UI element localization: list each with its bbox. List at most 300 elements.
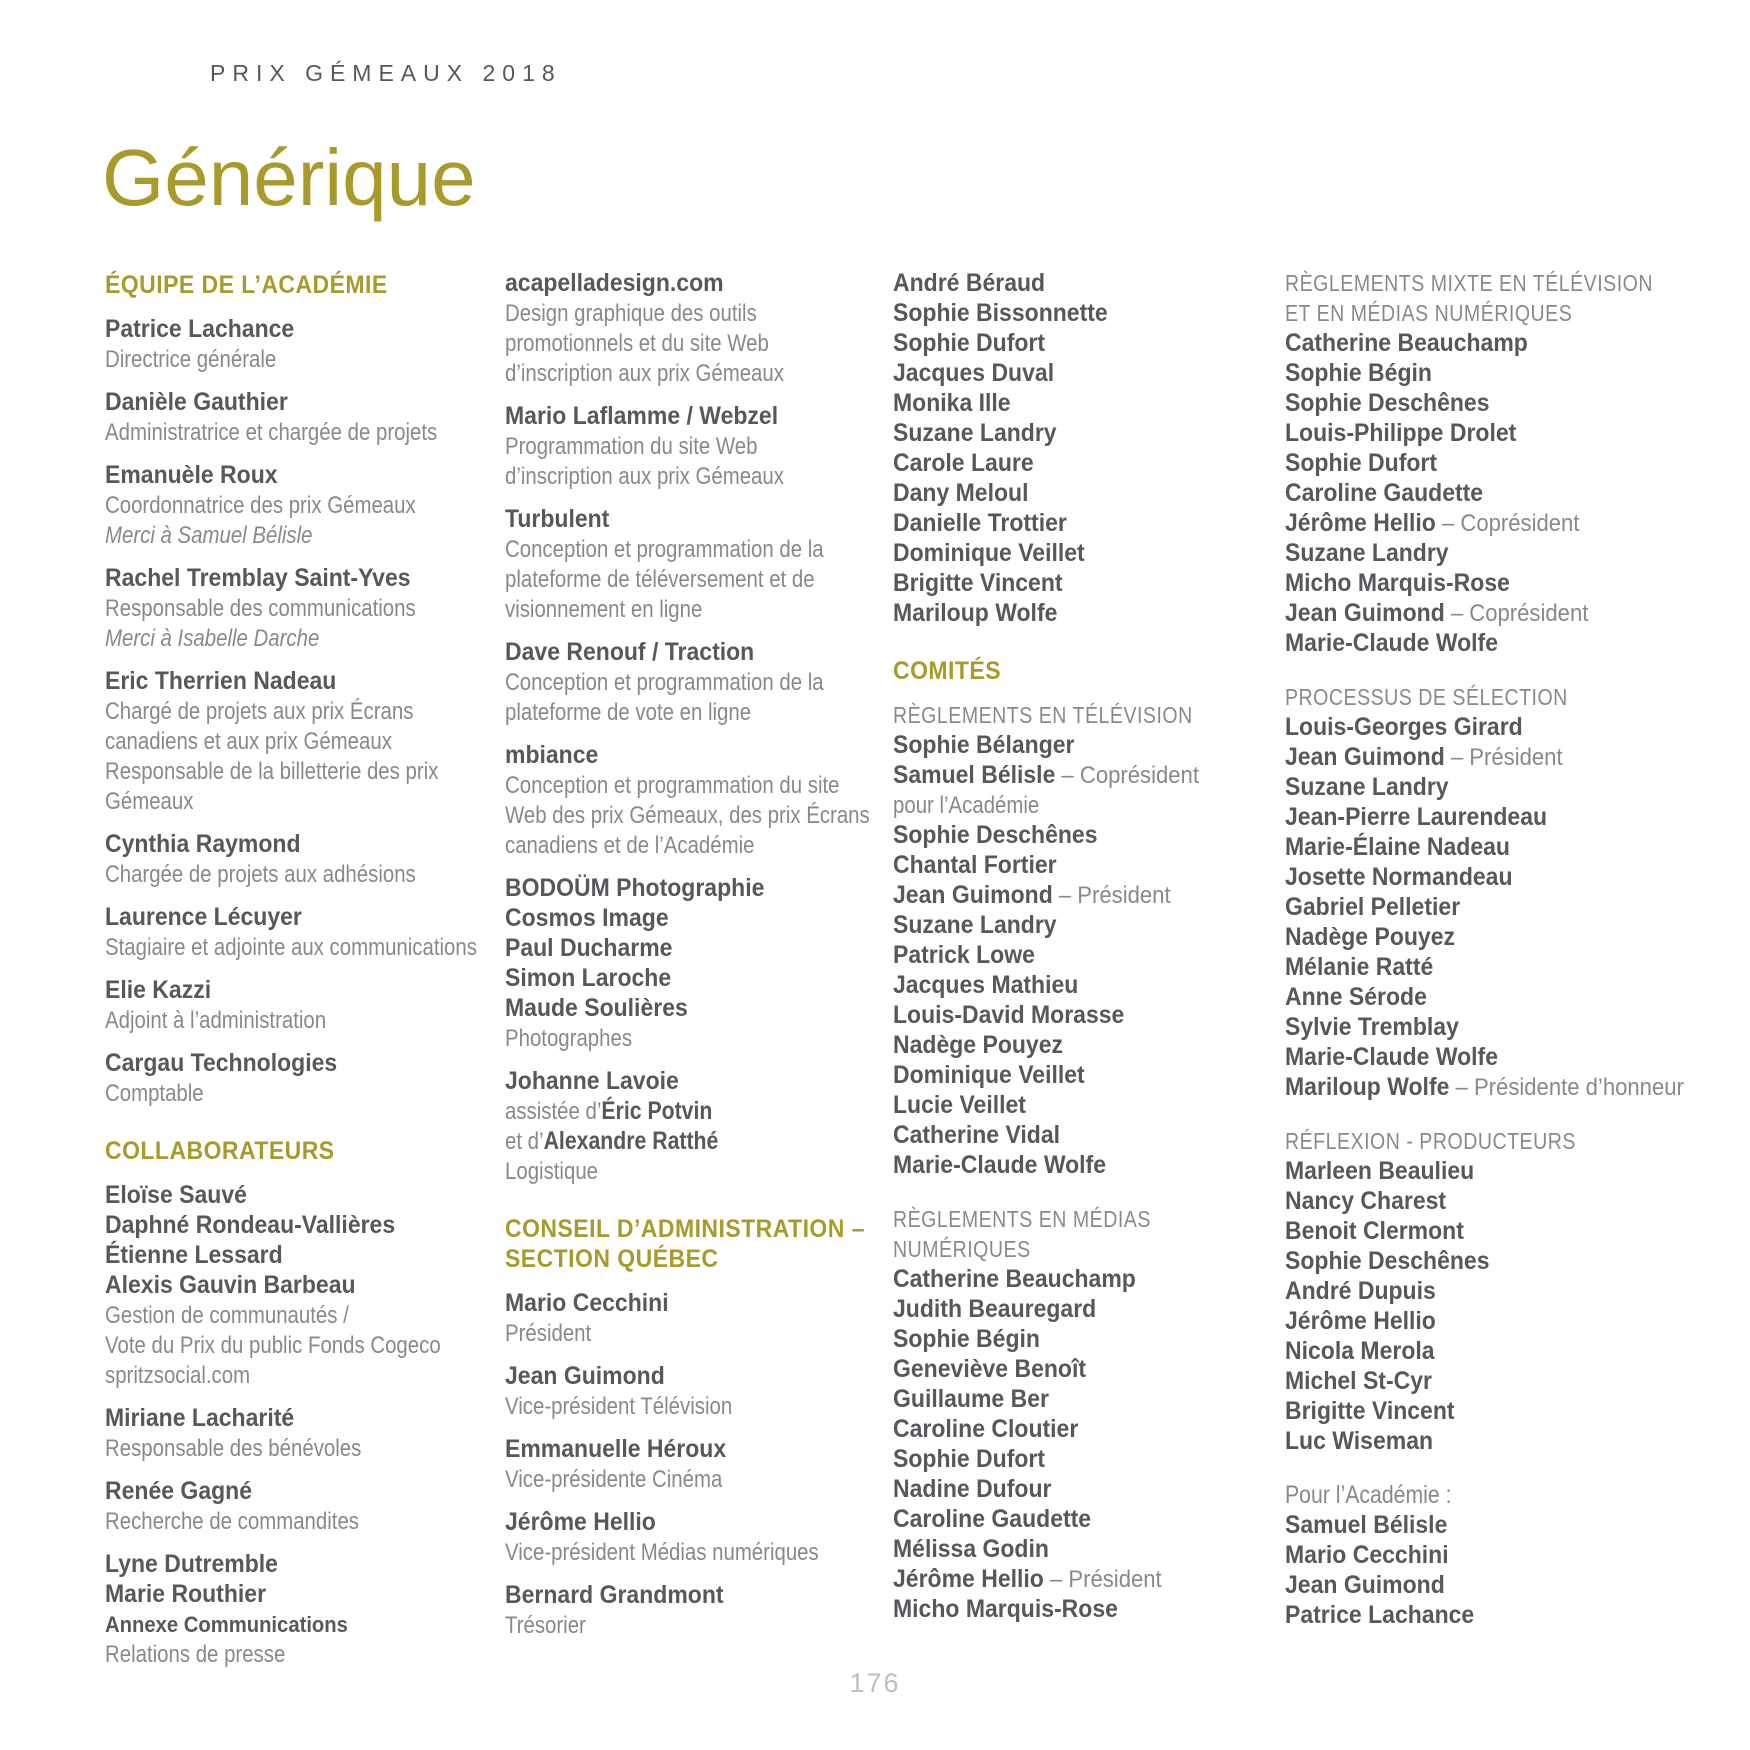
role-text: canadiens et de l’Académie xyxy=(505,832,755,859)
name-text: Suzane Landry xyxy=(893,911,1057,939)
name-text: Mélanie Ratté xyxy=(1285,953,1434,981)
name-text: Patrick Lowe xyxy=(893,941,1035,969)
credit-entry xyxy=(105,1478,497,1538)
credit-name xyxy=(1285,1248,1646,1278)
role-text: RÉFLEXION - PRODUCTEURS xyxy=(1285,1128,1576,1154)
group-label xyxy=(893,702,1226,732)
name-text: Carole Laure xyxy=(893,449,1034,477)
credit-name xyxy=(105,977,466,1007)
credit-name xyxy=(505,965,866,995)
credit-name xyxy=(893,420,1254,450)
name-text: Danielle Trottier xyxy=(893,509,1067,537)
credit-entry xyxy=(505,875,897,1055)
credit-name xyxy=(1285,570,1646,600)
credit-name xyxy=(893,1446,1254,1476)
credit-entry xyxy=(105,316,497,376)
name-text: Catherine Beauchamp xyxy=(893,1265,1136,1293)
name-text: Bernard Grandmont xyxy=(505,1581,724,1609)
page-title: Générique xyxy=(102,133,476,222)
credit-role xyxy=(105,758,438,788)
credit-name xyxy=(105,316,466,346)
credit-role xyxy=(105,728,438,758)
name-text: Jean Guimond xyxy=(893,881,1053,909)
role-text: pour l’Académie xyxy=(893,792,1040,819)
name-text: Marie Routhier xyxy=(105,1580,267,1608)
credit-name xyxy=(893,1596,1254,1626)
name-text: Laurence Lécuyer xyxy=(105,903,302,931)
name-text: Jérôme Hellio xyxy=(505,1508,656,1536)
section-heading xyxy=(893,656,1285,686)
name-text: Louis-Georges Girard xyxy=(1285,713,1523,741)
name-text: Emmanuelle Héroux xyxy=(505,1435,727,1463)
name-text: Eloïse Sauvé xyxy=(105,1181,247,1209)
credit-name xyxy=(893,852,1254,882)
name-text: Jean Guimond xyxy=(1285,1571,1445,1599)
name-text: Nicola Merola xyxy=(1285,1337,1435,1365)
name-text: Josette Normandeau xyxy=(1285,863,1513,891)
credit-name xyxy=(505,1290,866,1320)
role-text: – Coprésident xyxy=(1055,762,1199,789)
role-text: d’inscription aux prix Gémeaux xyxy=(505,463,784,490)
credit-name xyxy=(1285,1044,1646,1074)
credit-name xyxy=(893,912,1254,942)
role-text: Président xyxy=(505,1320,592,1347)
role-text: ET EN MÉDIAS NUMÉRIQUES xyxy=(1285,300,1573,326)
role-text: Vice-président Médias numériques xyxy=(505,1539,819,1566)
credit-entry xyxy=(105,1182,497,1392)
credit-role xyxy=(105,1007,438,1037)
name-text: Patrice Lachance xyxy=(1285,1601,1475,1629)
role-text: Conception et programmation de la xyxy=(505,669,824,696)
name-text: Miriane Lacharité xyxy=(105,1404,295,1432)
name-text: Marleen Beaulieu xyxy=(1285,1157,1475,1185)
credit-name xyxy=(893,360,1254,390)
role-text: canadiens et aux prix Gémeaux xyxy=(105,728,392,755)
credit-role xyxy=(505,300,838,330)
credit-name xyxy=(1285,834,1646,864)
name-text: Dave Renouf / Traction xyxy=(505,638,755,666)
role-text: Programmation du site Web xyxy=(505,433,758,460)
credit-role xyxy=(505,433,838,463)
name-text: Jérôme Hellio xyxy=(1285,1307,1436,1335)
credit-role xyxy=(505,772,838,802)
credit-name xyxy=(505,639,866,669)
role-text: Trésorier xyxy=(505,1612,586,1639)
name-text: Étienne Lessard xyxy=(105,1241,283,1269)
credit-role xyxy=(105,1508,438,1538)
credit-role xyxy=(505,669,838,699)
credit-name xyxy=(1285,774,1646,804)
credit-entry xyxy=(105,668,497,818)
credit-entry xyxy=(105,977,497,1037)
name-text: Eric Therrien Nadeau xyxy=(105,667,337,695)
credit-name xyxy=(105,668,466,698)
credit-entry xyxy=(505,1290,897,1350)
credit-name xyxy=(1285,420,1646,450)
credit-name xyxy=(105,1478,466,1508)
credit-name xyxy=(1285,480,1646,510)
name-text: Jean Guimond xyxy=(1285,743,1445,771)
role-text: – Président xyxy=(1444,744,1563,771)
role-text: plateforme de vote en ligne xyxy=(505,699,752,726)
name-text: Luc Wiseman xyxy=(1285,1427,1434,1455)
credit-role xyxy=(505,536,838,566)
role-text: Relations de presse xyxy=(105,1641,286,1668)
name-text: mbiance xyxy=(505,741,599,769)
credit-entry xyxy=(105,1050,497,1110)
name-text: Sophie Deschênes xyxy=(1285,1247,1490,1275)
credit-name xyxy=(105,565,466,595)
credit-role xyxy=(505,832,838,862)
name-text: Marie-Claude Wolfe xyxy=(1285,629,1499,657)
credit-name xyxy=(505,1509,866,1539)
name-text: Maude Soulières xyxy=(505,994,688,1022)
name-text: Chantal Fortier xyxy=(893,851,1057,879)
name-text: Marie-Claude Wolfe xyxy=(893,1151,1107,1179)
section-heading-line: ÉQUIPE DE L’ACADÉMIE xyxy=(105,271,388,299)
credit-role xyxy=(505,1158,838,1188)
role-text: RÈGLEMENTS EN MÉDIAS xyxy=(893,1206,1151,1232)
credit-name xyxy=(893,300,1254,330)
credit-name xyxy=(1285,330,1646,360)
role-text: Vice-président Télévision xyxy=(505,1393,733,1420)
credit-role xyxy=(505,566,838,596)
credit-name xyxy=(893,1266,1254,1296)
credit-name xyxy=(1285,1338,1646,1368)
credit-name xyxy=(893,882,1254,912)
group-label xyxy=(1285,300,1618,330)
role-text: Administratrice et chargée de projets xyxy=(105,419,438,446)
role-text: PROCESSUS DE SÉLECTION xyxy=(1285,684,1568,710)
credit-name xyxy=(893,480,1254,510)
credit-role xyxy=(105,1332,441,1362)
name-text: Mariloup Wolfe xyxy=(1285,1073,1450,1101)
name-text: Suzane Landry xyxy=(1285,773,1449,801)
name-text: Mario Cecchini xyxy=(1285,1541,1449,1569)
credit-name xyxy=(893,1296,1254,1326)
name-text: Sophie Dufort xyxy=(893,329,1046,357)
credit-role xyxy=(505,1098,838,1128)
credit-role xyxy=(505,1128,838,1158)
credit-name xyxy=(105,1581,466,1611)
role-text: – Président xyxy=(1052,882,1171,909)
credit-entry xyxy=(505,1582,897,1642)
credit-name xyxy=(893,1152,1254,1182)
credit-entry xyxy=(505,1363,897,1423)
name-text: acapelladesign.com xyxy=(505,269,724,297)
credit-name xyxy=(893,732,1254,762)
name-text: Daphné Rondeau-Vallières xyxy=(105,1211,396,1239)
name-text: Lyne Dutremble xyxy=(105,1550,278,1578)
credit-name xyxy=(505,1436,866,1466)
name-text: Guillaume Ber xyxy=(893,1385,1049,1413)
name-text: Mélissa Godin xyxy=(893,1535,1049,1563)
name-text: Sophie Bégin xyxy=(893,1325,1040,1353)
name-text: Catherine Vidal xyxy=(893,1121,1061,1149)
credit-name xyxy=(105,1050,466,1080)
credit-name xyxy=(893,540,1254,570)
credit-role xyxy=(105,698,438,728)
credit-role xyxy=(105,1302,438,1332)
role-text: Responsable des communications xyxy=(105,595,416,622)
role-text: Responsable de la billetterie des prix xyxy=(105,758,439,785)
name-text: Renée Gagné xyxy=(105,1477,252,1505)
credit-name xyxy=(893,1536,1254,1566)
credit-name xyxy=(1285,1572,1646,1602)
name-text: Catherine Beauchamp xyxy=(1285,329,1528,357)
credit-name xyxy=(505,935,866,965)
role-text: Directrice générale xyxy=(105,346,277,373)
credit-name xyxy=(1285,1368,1646,1398)
credit-name xyxy=(1285,360,1646,390)
name-text: Sylvie Tremblay xyxy=(1285,1013,1459,1041)
role-text: promotionnels et du site Web xyxy=(505,330,769,357)
name-text: Sophie Deschênes xyxy=(1285,389,1490,417)
credit-name xyxy=(1285,630,1646,660)
credit-entry xyxy=(105,831,497,891)
credit-name xyxy=(1285,744,1646,774)
credit-role xyxy=(505,1612,838,1642)
credit-name xyxy=(505,1068,866,1098)
column-3 xyxy=(893,270,1285,1639)
credit-entry xyxy=(505,1509,897,1569)
column-2 xyxy=(505,270,897,1655)
page-kicker: PRIX GÉMEAUX 2018 xyxy=(210,60,562,86)
role-text: visionnement en ligne xyxy=(505,596,703,623)
credit-name xyxy=(893,1416,1254,1446)
credit-name xyxy=(505,742,866,772)
name-text: Micho Marquis-Rose xyxy=(893,1595,1118,1623)
credit-name xyxy=(105,389,466,419)
name-text: Mario Laflamme / Webzel xyxy=(505,402,779,430)
credit-name xyxy=(105,1182,466,1212)
section-heading xyxy=(105,1136,497,1166)
credit-group xyxy=(893,1206,1285,1626)
name-text: Jérôme Hellio xyxy=(1285,509,1436,537)
credit-entry xyxy=(505,506,897,626)
credit-name xyxy=(893,1386,1254,1416)
name-text: Jean-Pierre Laurendeau xyxy=(1285,803,1548,831)
name-text: Rachel Tremblay Saint-Yves xyxy=(105,564,411,592)
credit-name xyxy=(105,1212,466,1242)
credit-entry xyxy=(105,1405,497,1465)
credit-entry xyxy=(105,462,497,552)
name-text: Marie-Élaine Nadeau xyxy=(1285,833,1510,861)
role-text: plateforme de téléversement et de xyxy=(505,566,815,593)
name-text: Sophie Bissonnette xyxy=(893,299,1108,327)
role-text: Recherche de commandites xyxy=(105,1508,360,1535)
name-text: Caroline Gaudette xyxy=(1285,479,1484,507)
column-4 xyxy=(1285,270,1684,1645)
credit-name xyxy=(893,942,1254,972)
role-text: RÈGLEMENTS MIXTE EN TÉLÉVISION xyxy=(1285,270,1654,296)
credit-name xyxy=(893,822,1254,852)
credit-name xyxy=(105,1272,466,1302)
name-text: Johanne Lavoie xyxy=(505,1067,679,1095)
credit-entry xyxy=(105,904,497,964)
role-text: – Coprésident xyxy=(1444,600,1589,627)
role-text: d’inscription aux prix Gémeaux xyxy=(505,360,784,387)
credit-role xyxy=(505,463,838,493)
credit-role xyxy=(105,1080,438,1110)
role-text: Conception et programmation de la xyxy=(505,536,824,563)
name-text: Jacques Mathieu xyxy=(893,971,1079,999)
name-text: Nadège Pouyez xyxy=(1285,923,1455,951)
credit-name xyxy=(505,995,866,1025)
name-text: Patrice Lachance xyxy=(105,315,295,343)
role-text: Gémeaux xyxy=(105,788,194,815)
credit-entry xyxy=(505,270,897,390)
role-text: – Présidente d’honneur xyxy=(1449,1074,1684,1101)
credit-name xyxy=(1285,1073,1684,1104)
role-text: et d’ xyxy=(505,1128,544,1155)
credit-name xyxy=(1285,954,1646,984)
credit-role xyxy=(505,1466,838,1496)
credit-name xyxy=(893,1122,1254,1152)
name-text: Dany Meloul xyxy=(893,479,1029,507)
credit-name xyxy=(893,1092,1254,1122)
credit-name xyxy=(893,270,1254,300)
name-text: Elie Kazzi xyxy=(105,976,212,1004)
credit-role xyxy=(105,346,438,376)
group-label xyxy=(1285,270,1654,300)
name-text: Mario Cecchini xyxy=(505,1289,669,1317)
credit-name xyxy=(1285,1278,1646,1308)
credit-name xyxy=(893,1506,1254,1536)
name-text: Judith Beauregard xyxy=(893,1295,1097,1323)
name-text: Louis-Philippe Drolet xyxy=(1285,419,1517,447)
credit-group xyxy=(1285,1128,1677,1458)
name-text: Suzane Landry xyxy=(893,419,1057,447)
credit-name xyxy=(893,600,1254,630)
group-label xyxy=(893,1236,1226,1266)
credit-name xyxy=(505,506,866,536)
credit-name xyxy=(105,904,466,934)
credit-name xyxy=(893,1566,1254,1596)
credit-entry xyxy=(105,389,497,449)
name-text: Marie-Claude Wolfe xyxy=(1285,1043,1499,1071)
credit-name xyxy=(1285,1398,1646,1428)
credit-name xyxy=(1285,510,1646,540)
name-text: Cargau Technologies xyxy=(105,1049,338,1077)
name-text: Paul Ducharme xyxy=(505,934,673,962)
name-text: Lucie Veillet xyxy=(893,1091,1026,1119)
credit-name xyxy=(1285,1014,1646,1044)
name-text: Mariloup Wolfe xyxy=(893,599,1058,627)
name-text: Nancy Charest xyxy=(1285,1187,1447,1215)
name-text: Jacques Duval xyxy=(893,359,1055,387)
name-text: Éric Potvin xyxy=(601,1097,713,1125)
name-text: Caroline Cloutier xyxy=(893,1415,1079,1443)
role-text: Chargée de projets aux adhésions xyxy=(105,861,416,888)
credit-name xyxy=(1285,450,1646,480)
credit-name xyxy=(1285,1158,1646,1188)
credit-name xyxy=(893,390,1254,420)
name-text: Suzane Landry xyxy=(1285,539,1449,567)
role-text: Coordonnatrice des prix Gémeaux xyxy=(105,492,416,519)
name-text: Emanuèle Roux xyxy=(105,461,278,489)
name-text: Dominique Veillet xyxy=(893,539,1085,567)
name-text: Geneviève Benoît xyxy=(893,1355,1087,1383)
credit-name xyxy=(505,905,866,935)
credit-name xyxy=(105,1405,466,1435)
name-text: Monika Ille xyxy=(893,389,1011,417)
credit-name xyxy=(105,1551,466,1581)
name-text: Brigitte Vincent xyxy=(1285,1397,1455,1425)
role-text: – Coprésident xyxy=(1435,510,1580,537)
name-text: Samuel Bélisle xyxy=(893,761,1056,789)
credit-note xyxy=(105,625,438,655)
credit-role xyxy=(105,861,438,891)
role-text: Conception et programmation du site xyxy=(505,772,840,799)
credit-name xyxy=(893,1476,1254,1506)
name-text: Jérôme Hellio xyxy=(893,1565,1044,1593)
credit-role xyxy=(105,595,438,625)
credit-role xyxy=(505,360,838,390)
credit-name xyxy=(1285,540,1646,570)
credit-role xyxy=(505,1539,838,1569)
credit-name xyxy=(1285,714,1646,744)
role-text: spritzsocial.com xyxy=(105,1362,251,1389)
name-text: Danièle Gauthier xyxy=(105,388,288,416)
name-text: Simon Laroche xyxy=(505,964,672,992)
credit-name xyxy=(1285,1542,1646,1572)
name-text: Micho Marquis-Rose xyxy=(1285,569,1510,597)
role-text: Gestion de communautés / xyxy=(105,1302,349,1329)
credit-role xyxy=(505,699,838,729)
column-1 xyxy=(105,270,497,1684)
role-text: Responsable des bénévoles xyxy=(105,1435,362,1462)
group-label xyxy=(1285,1128,1618,1158)
credit-role xyxy=(105,1641,438,1671)
name-text: Jean Guimond xyxy=(1285,599,1445,627)
role-text: assistée d’ xyxy=(505,1098,602,1125)
credit-name xyxy=(105,1242,466,1272)
credit-name xyxy=(893,1032,1254,1062)
role-text: NUMÉRIQUES xyxy=(893,1236,1031,1262)
name-text: Sophie Bégin xyxy=(1285,359,1432,387)
credit-name xyxy=(505,1363,866,1393)
credit-name xyxy=(893,972,1254,1002)
credit-entry xyxy=(505,1068,897,1188)
credit-name xyxy=(1285,390,1646,420)
credit-entry xyxy=(505,639,897,729)
credit-name xyxy=(893,762,1254,792)
name-text: Sophie Dufort xyxy=(1285,449,1438,477)
credit-name xyxy=(893,510,1254,540)
credit-name xyxy=(1285,1218,1646,1248)
credit-name xyxy=(505,1582,866,1612)
credit-group xyxy=(1285,1482,1677,1632)
credit-role xyxy=(105,1362,438,1392)
credit-role xyxy=(105,1435,438,1465)
credit-role xyxy=(505,1320,838,1350)
name-text: Nadège Pouyez xyxy=(893,1031,1063,1059)
credit-role xyxy=(505,1025,838,1055)
group-label xyxy=(893,1206,1226,1236)
credit-role xyxy=(105,934,477,964)
credit-role xyxy=(505,330,838,360)
name-text: BODOÜM Photographie xyxy=(505,874,765,902)
name-text: Sophie Bélanger xyxy=(893,731,1075,759)
section-heading-line: CONSEIL D’ADMINISTRATION – xyxy=(505,1215,865,1243)
section-heading-line: COLLABORATEURS xyxy=(105,1137,335,1165)
credit-group xyxy=(893,702,1285,1182)
name-text: Jean Guimond xyxy=(505,1362,665,1390)
credit-entry xyxy=(505,403,897,493)
credit-entry xyxy=(893,270,1285,630)
credit-name xyxy=(893,1002,1254,1032)
